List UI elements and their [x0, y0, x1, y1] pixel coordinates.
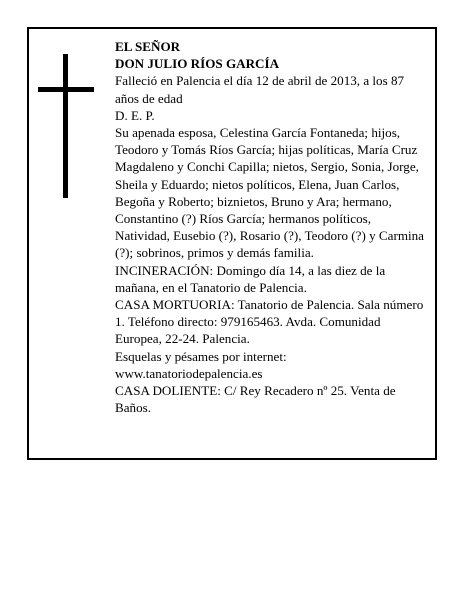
deceased-name: DON JULIO RÍOS GARCÍA	[115, 56, 280, 72]
rip-line: D. E. P.	[115, 107, 155, 123]
title-line-1: EL SEÑOR	[115, 39, 181, 54]
cross-vertical-bar	[63, 54, 68, 198]
cross-horizontal-bar	[38, 87, 94, 92]
online-condolences: Esquelas y pésames por internet: www.tanatoriodepalencia.es	[115, 348, 287, 381]
funeral-home-info: CASA MORTUORIA: Tanatorio de Palencia. Sala número 1. Teléfono directo: 979165463. Avda. Comunidad Europea, 22-24. Palencia.	[115, 297, 424, 347]
obituary-text	[115, 38, 427, 416]
mourning-house-info: CASA DOLIENTE: C/ Rey Recadero nº 25. Venta de Baños.	[115, 383, 396, 416]
family-list: Su apenada esposa, Celestina García Fontaneda; hijos, Teodoro y Tomás Ríos García; hijas políticas, María Cruz Magdaleno y Conchi Capilla; nietos, Sergio, Sonia, Jorge, Sheila y Eduardo; nietos políticos, Elena, Juan Carlos, Begoña y Roberto; biznietos, Bruno y Ara; hermano, Constantino (?) Ríos García; hermanos políticos, Natividad, Eusebio (?), Rosario (?), Teodoro (?) y Carmina (?); sobrinos, primos y demás familia.	[115, 125, 424, 261]
death-info: Falleció en Palencia el día 12 de abril de 2013, a los 87 años de edad	[115, 73, 405, 106]
cremation-info: INCINERACIÓN: Domingo día 14, a las diez de la mañana, en el Tanatorio de Palencia.	[115, 262, 386, 295]
